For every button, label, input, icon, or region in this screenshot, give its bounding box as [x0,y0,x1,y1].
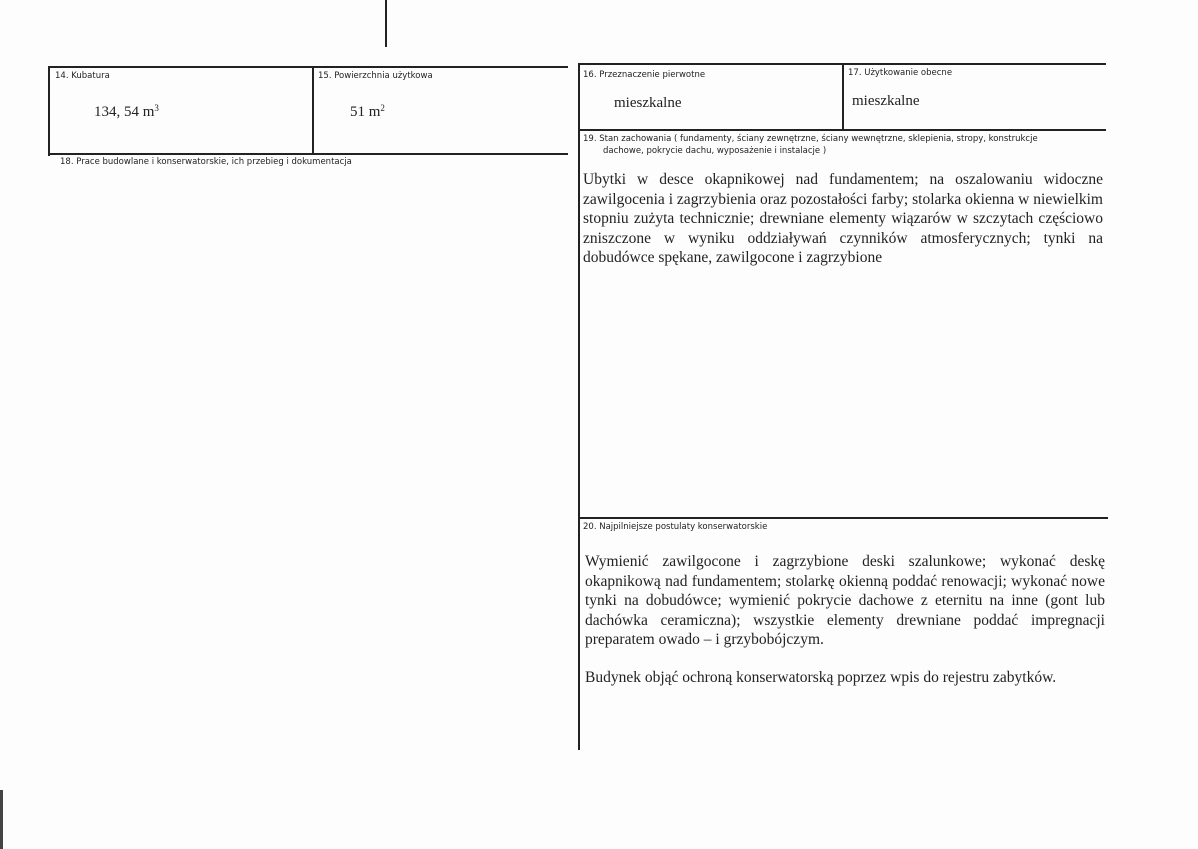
field-14-value-text: 134, 54 m [94,104,155,120]
left-top-border [48,66,568,68]
divider-14-15 [312,66,314,154]
field-19-label-line1: 19. Stan zachowania ( fundamenty, ściany zewnętrzne, ściany wewnętrzne, sklepienia, stropy, konstrukcje [583,134,1038,144]
field-19-text: Ubytki w desce okapnikowej nad fundamentem; na oszalowaniu widoczne zawilgocenia i zagrzybienia oraz pozostałości farby; stolarka okienna w niewielkim stopniu zużyta technicznie; drewniane elementy wiązarów w szczytach częściowo zniszczone w wyniku oddziaływań czynników atmosferycznych; tynki na dobudówce spękane, zawilgocone i zagrzybione [583,171,1103,266]
field-16-value: mieszkalne [614,95,682,111]
left-vertical-border [48,66,50,156]
row-divider-19 [578,129,1106,131]
row-divider-18 [48,153,568,155]
field-20-text-paragraph-2: Budynek objąć ochroną konserwatorską poprzez wpis do rejestru zabytków. [585,669,1057,686]
center-vertical-border [578,64,580,750]
field-19-label-line2: dachowe, pokrycie dachu, wyposażenie i instalacje ) [603,146,827,156]
field-17-label: 17. Użytkowanie obecne [848,68,953,78]
field-16-label: 16. Przeznaczenie pierwotne [583,70,706,80]
binding-mark [385,0,387,47]
scan-edge-mark [0,790,3,849]
field-14-label: 14. Kubatura [55,71,110,81]
field-18-label: 18. Prace budowlane i konserwatorskie, ich przebieg i dokumentacja [60,157,352,167]
field-20-label: 20. Najpilniejsze postulaty konserwatorskie [583,522,768,532]
field-14-value [94,103,159,121]
field-15-value [350,103,385,121]
field-15-value-text: 51 m [350,104,381,120]
divider-16-17 [842,63,844,130]
row-divider-20 [578,517,1108,519]
field-20-text-paragraph-1: Wymienić zawilgocone i zagrzybione deski szalunkowe; wykonać deskę okapnikową nad fundamentem; stolarkę okienną poddać renowacji; wykonać nowe tynki na dobudówce; wymienić pokrycie dachowe z eternitu na inne (gont lub dachówka ceramiczna); wszystkie elementy drewniane poddać impregnacji preparatem owado – i grzybobójczym. [585,553,1105,648]
field-15-label: 15. Powierzchnia użytkowa [318,71,433,81]
field-15-unit-sup: 2 [380,103,385,113]
field-17-value: mieszkalne [852,93,920,109]
field-14-unit-sup: 3 [154,103,159,113]
